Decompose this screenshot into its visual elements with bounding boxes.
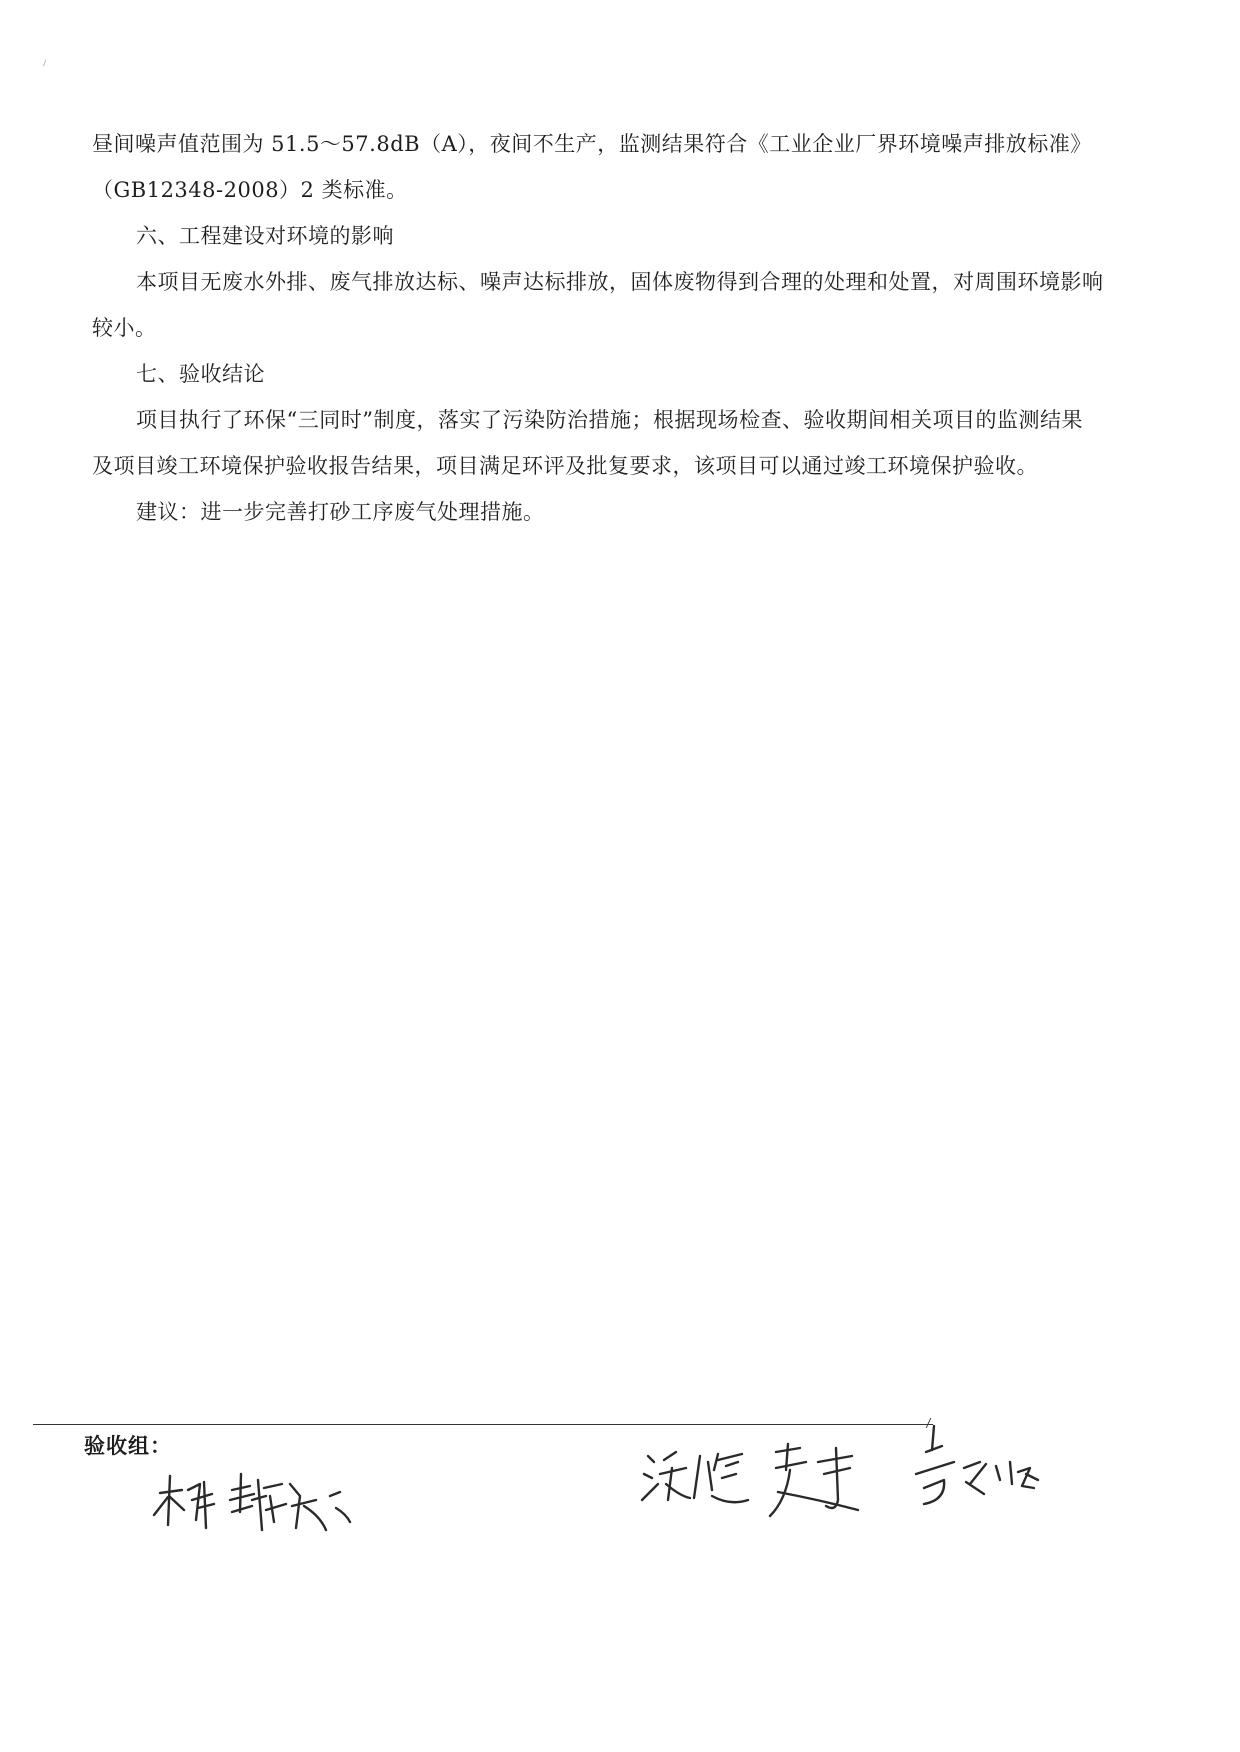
footer-divider xyxy=(33,1424,933,1425)
document-body xyxy=(92,121,1104,535)
footer-divider-end xyxy=(926,1418,940,1428)
signature-4 xyxy=(770,1444,858,1516)
noise-results-paragraph: 昼间噪声值范围为 51.5～57.8dB（A），夜间不生产，监测结果符合《工业企业厂界环境噪声排放标准》（GB12348-2008）2 类标准。 xyxy=(92,132,1092,202)
environmental-impact-paragraph: 本项目无废水外排、废气排放达标、噪声达标排放，固体废物得到合理的处理和处置，对周围环境影响较小。 xyxy=(92,270,1104,340)
signature-3 xyxy=(642,1452,748,1502)
acceptance-conclusion-paragraph: 项目执行了环保“三同时”制度，落实了污染防治措施；根据现场检查、验收期间相关项目的监测结果及项目竣工环境保护验收报告结果，项目满足环评及批复要求，该项目可以通过竣工环境保护验收。 xyxy=(92,408,1083,478)
section-six-heading: 六、工程建设对环境的影响 xyxy=(136,224,394,248)
signature-1 xyxy=(154,1476,214,1528)
scan-speck xyxy=(43,60,49,68)
acceptance-committee-label: 验收组： xyxy=(84,1433,172,1458)
recommendation-paragraph: 建议：进一步完善打砂工序废气处理措施。 xyxy=(136,500,545,524)
signature-5 xyxy=(916,1426,1038,1504)
section-seven-heading: 七、验收结论 xyxy=(136,362,265,386)
signature-2 xyxy=(230,1474,350,1530)
